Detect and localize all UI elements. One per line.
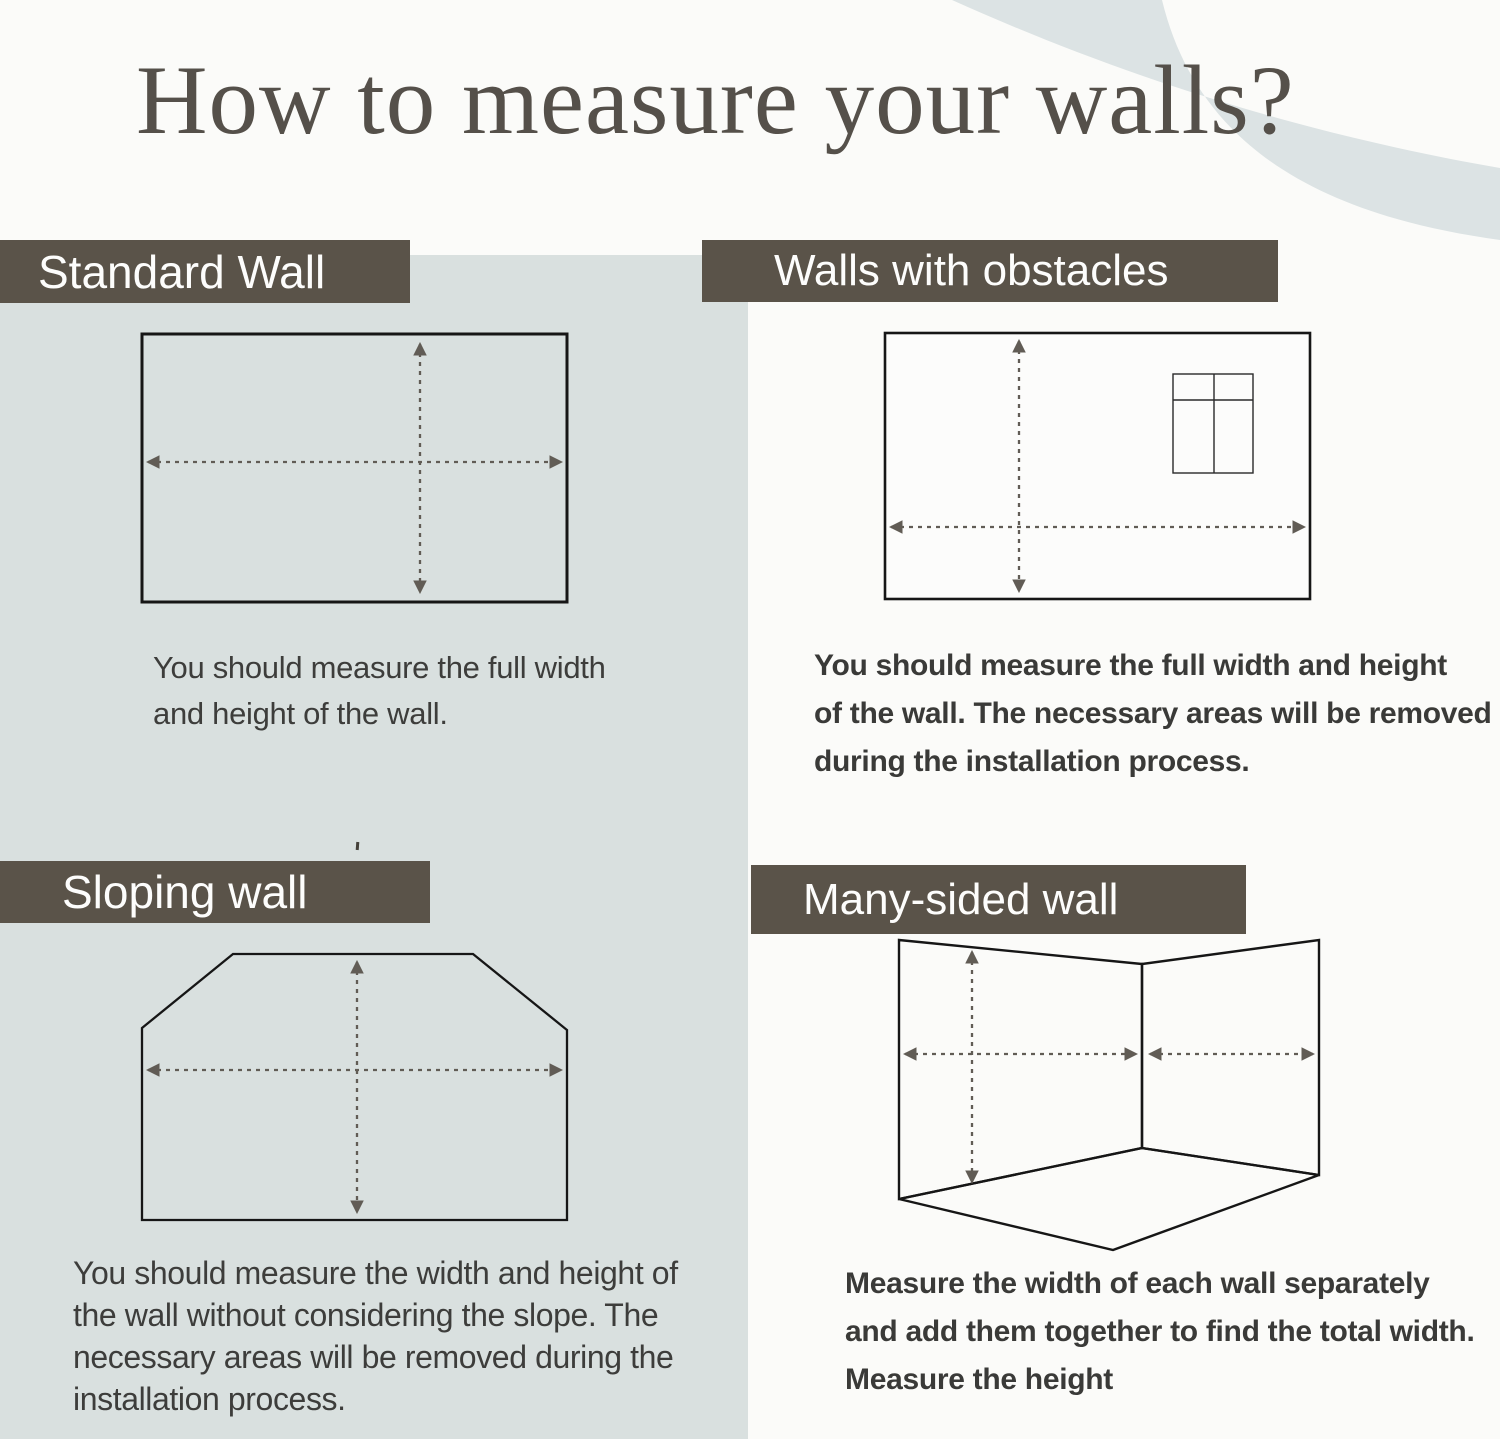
description-line: You should measure the full width [153, 650, 606, 685]
description-line: You should measure the full width and height [814, 649, 1447, 682]
standard-wall-description [153, 645, 606, 737]
sloping-wall-description [73, 1252, 678, 1420]
stray-tick-mark [356, 842, 360, 850]
description-line: installation process. [73, 1381, 346, 1417]
description-line: necessary areas will be removed during the [73, 1339, 674, 1375]
many-sided-wall-description [845, 1260, 1475, 1404]
section-header-label: Sloping wall [62, 866, 308, 918]
left-wall-outline [899, 940, 1142, 1199]
walls-with-obstacles-description [814, 642, 1492, 786]
description-line: the wall without considering the slope. The [73, 1297, 659, 1333]
section-header-label: Many-sided wall [803, 874, 1119, 924]
page-title: How to measure your walls? [136, 46, 1295, 155]
description-line: Measure the width of each wall separately [845, 1267, 1430, 1300]
many-sided-wall-diagram [889, 928, 1334, 1263]
right-wall-outline [1142, 940, 1319, 1175]
description-line: and height of the wall. [153, 696, 448, 731]
section-header-walls-with-obstacles [702, 240, 1278, 302]
section-header-label: Standard Wall [38, 245, 326, 298]
sloping-wall-diagram [130, 942, 580, 1232]
section-header-label: Walls with obstacles [774, 246, 1169, 295]
wall-outline [142, 954, 567, 1220]
description-line: Measure the height [845, 1363, 1113, 1396]
description-line: You should measure the width and height of [73, 1255, 678, 1291]
description-line: and add them together to find the total width. [845, 1315, 1475, 1348]
standard-wall-diagram [130, 322, 580, 614]
wall-outline [885, 333, 1310, 599]
wall-with-obstacles-diagram [873, 321, 1323, 611]
description-line: during the installation process. [814, 745, 1250, 778]
description-line: of the wall. The necessary areas will be removed [814, 697, 1492, 730]
floor-outline [899, 1148, 1319, 1250]
section-header-standard-wall [0, 240, 410, 303]
section-header-sloping-wall [0, 861, 430, 923]
section-header-many-sided-wall [751, 865, 1246, 934]
wall-outline [142, 334, 567, 602]
